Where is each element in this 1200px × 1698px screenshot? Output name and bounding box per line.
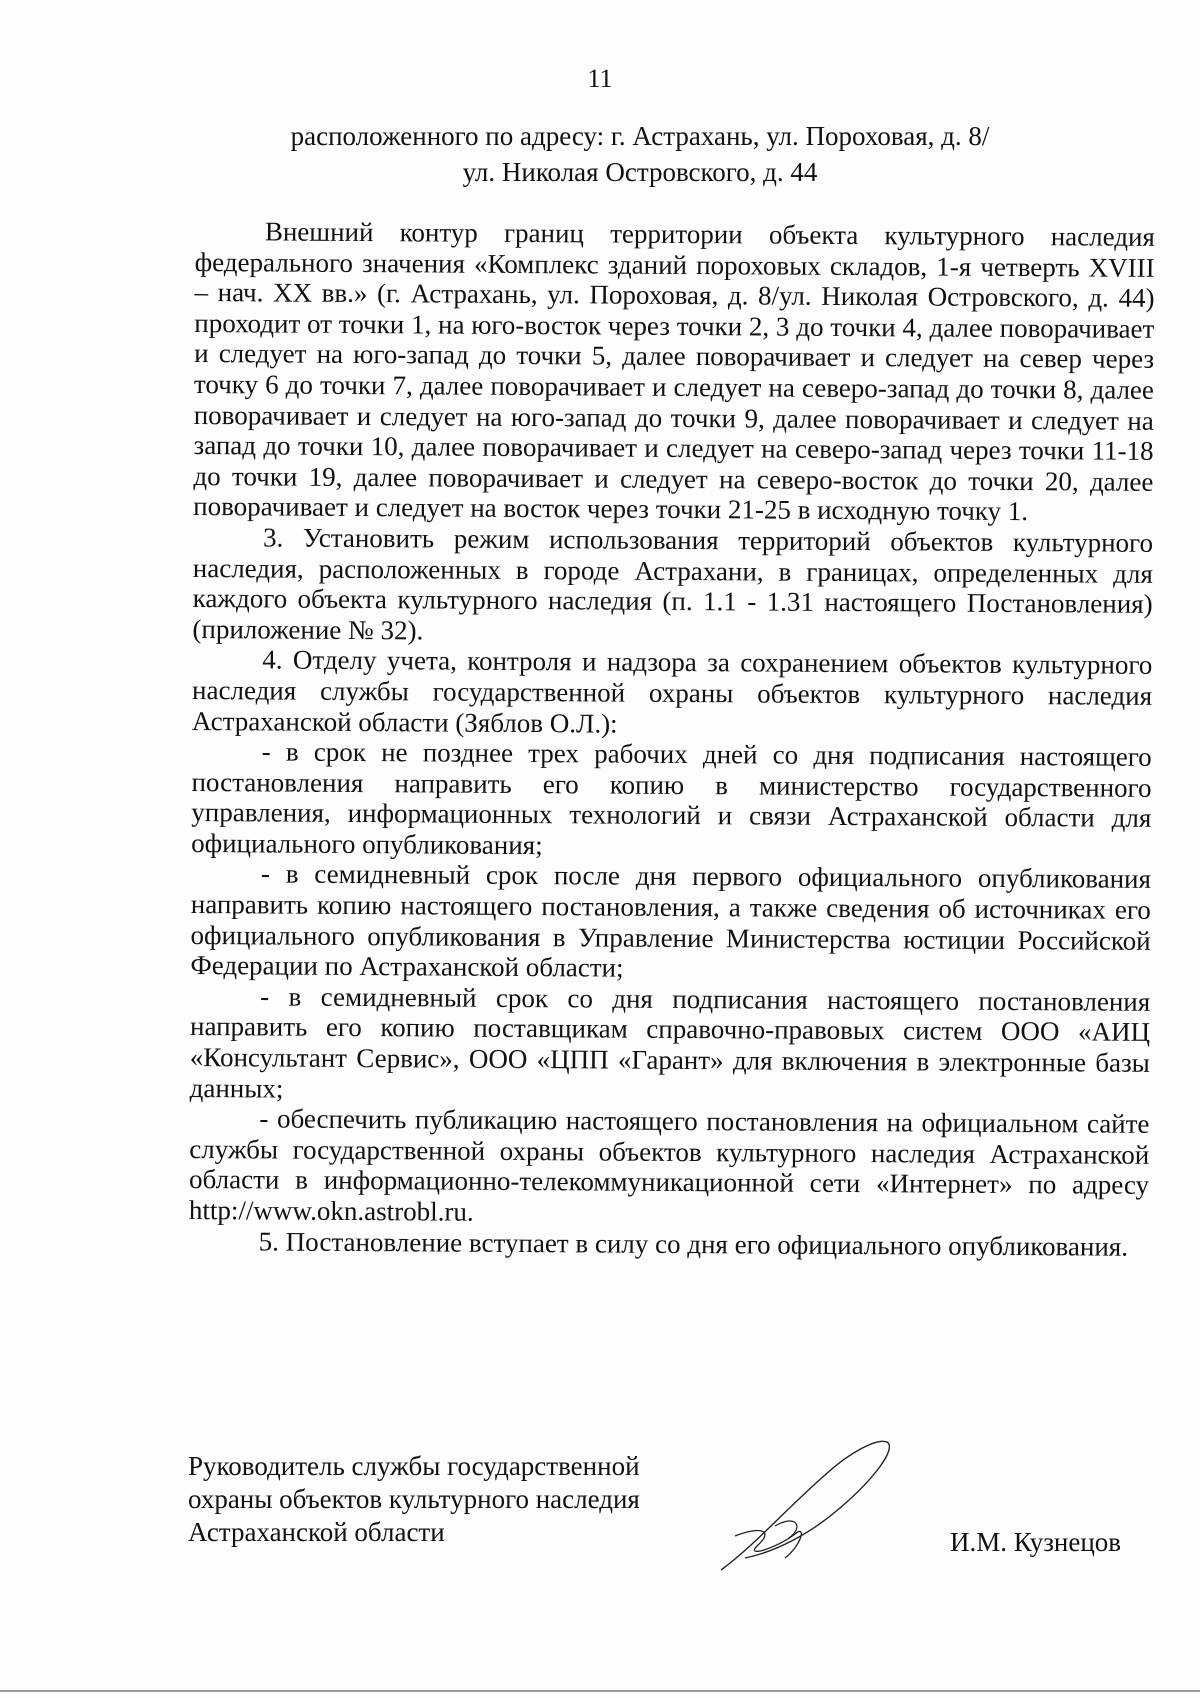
- clause-4-item-ministry-of-justice: - в семидневный срок после дня первого официального опубликования направить копию настоящего постановления, а также сведения об источниках его официального опубликования в Управление Министерства юстиции Российской Федерации по Астраханской области;: [190, 858, 1152, 983]
- clause-4-item-publication-copy: - в срок не позднее трех рабочих дней со дня подписания настоящего постановления направить его копию в министерство государственного управления, информационных технологий и связи Астраханской области для официального опубликования;: [191, 736, 1152, 861]
- clause-3-paragraph: 3. Установить режим использования территорий объектов культурного наследия, расположенных в городе Астрахани, в границах, определенных для каждого объекта культурного наследия (п. 1.1 - 1.31 настоящего Постановления) (приложение № 32).: [192, 522, 1154, 646]
- address-heading-line-1: расположенного по адресу: г. Астрахань, ул. Пороховая, д. 8/: [290, 121, 990, 151]
- clause-4-paragraph: 4. Отделу учета, контроля и надзора за сохранением объектов культурного наследия службы государственной охраны объектов культурного наследия Астраханской области (Зяблов О.Л.):: [191, 644, 1153, 739]
- clause-4-item-website-publication: - обеспечить публикацию настоящего постановления на официальном сайте службы государственной охраны объектов культурного наследия Астраханской области в информационно-телекоммуникационной сети «Интернет» по адресу http://www.okn.astrobl.ru.: [188, 1103, 1150, 1227]
- clause-5-paragraph: 5. Постановление вступает в силу со дня его официального опубликования.: [258, 1226, 1129, 1262]
- signatory-position-line-2: охраны объектов культурного наследия: [188, 1484, 640, 1514]
- document-body: [189, 216, 1155, 1262]
- handwritten-signature: [715, 1430, 905, 1580]
- address-heading: [240, 118, 1040, 190]
- page-number: 11: [587, 64, 613, 93]
- boundary-description-paragraph: Внешний контур границ территории объекта культурного наследия федерального значения «Комплекс зданий пороховых складов, 1-я четверть XVIII – нач. XX вв.» (г. Астрахань, ул. Пороховая, д. 8/ул. Николая Островского, д. 44) проходит от точки 1, на юго-восток через точки 2, 3 до точки 4, далее поворачивает и следует на юго-запад до точки 5, далее поворачивает и следует на север через точку 6 до точки 7, далее поворачивает и следует на северо-запад до точки 8, далее поворачивает и следует на юго-запад до точки 9, далее поворачивает и следует на запад до точки 10, далее поворачивает и следует на северо-запад через точки 11-18 до точки 19, далее поворачивает и следует на северо-восток до точки 20, далее поворачивает и следует на восток через точки 21-25 в исходную точку 1.: [193, 216, 1155, 527]
- signatory-position-line-1: Руководитель службы государственной: [188, 1451, 640, 1481]
- address-heading-line-2: ул. Николая Островского, д. 44: [462, 157, 818, 187]
- clause-4-item-legal-systems: - в семидневный срок со дня подписания настоящего постановления направить его копию поставщикам справочно-правовых систем ООО «АИЦ «Консультант Сервис», ООО «ЦПП «Гарант» для включения в электронные базы данных;: [189, 981, 1151, 1104]
- signatory-position-line-3: Астраханской области: [188, 1517, 445, 1547]
- signatory-position: [188, 1450, 708, 1549]
- scan-edge-line: [0, 1690, 1200, 1692]
- signatory-name: И.М. Кузнецов: [950, 1527, 1122, 1557]
